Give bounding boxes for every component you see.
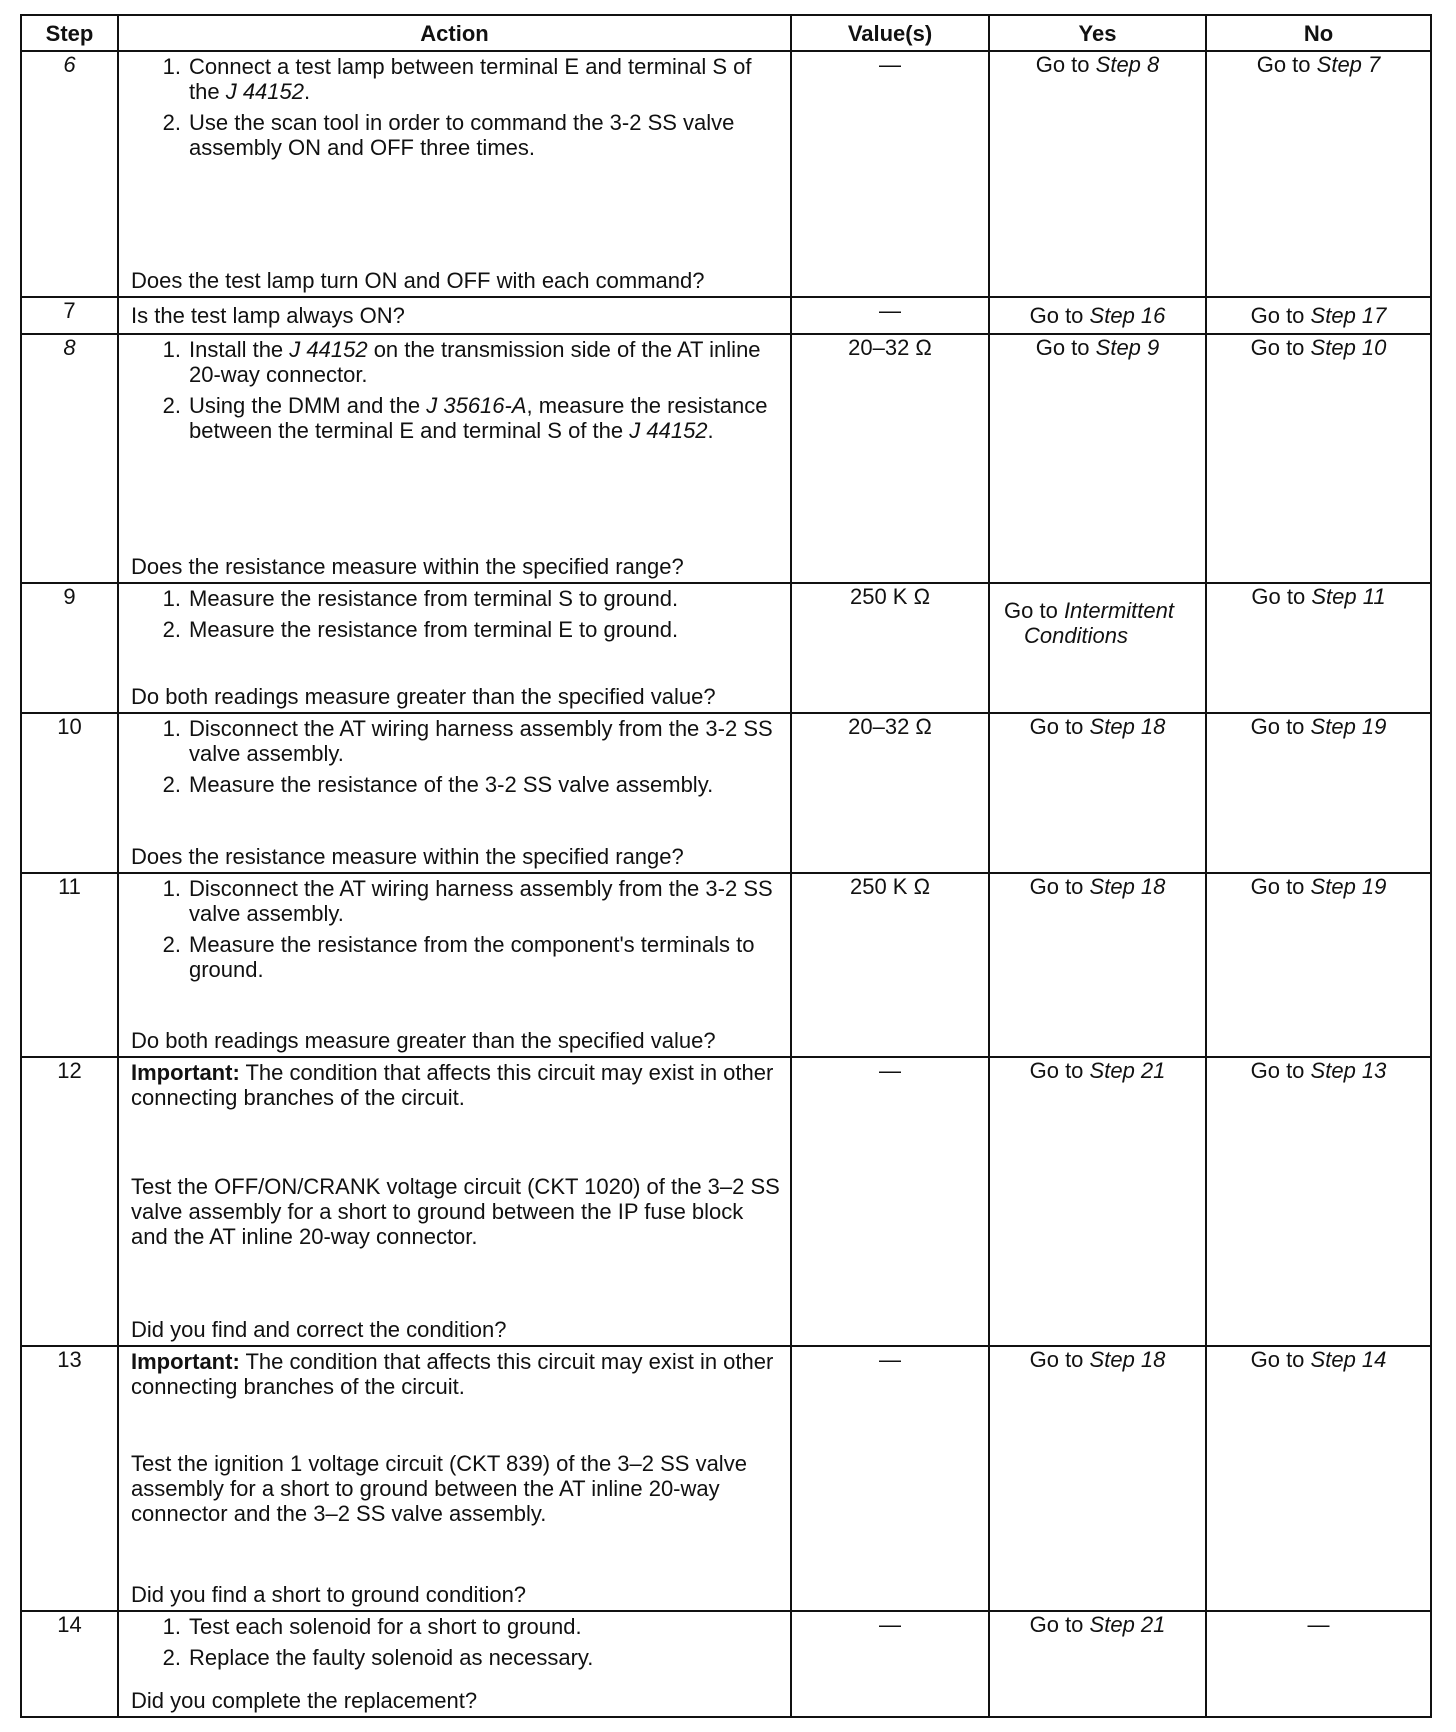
question: Did you find a short to ground condition? xyxy=(131,1581,527,1607)
value-cell: — xyxy=(791,1346,989,1611)
step-number: 10 xyxy=(21,713,118,873)
yes-cell xyxy=(989,1611,1206,1717)
goto-step-21-link[interactable]: Go to Step 21 xyxy=(1029,1611,1166,1637)
step-number: 7 xyxy=(21,297,118,334)
yes-cell xyxy=(989,297,1206,334)
table-row-step-9 xyxy=(21,583,1431,713)
no-cell xyxy=(1206,583,1431,713)
table-row-step-11 xyxy=(21,873,1431,1057)
table-row-step-8 xyxy=(21,334,1431,582)
goto-intermittent-conditions-link[interactable]: Go to Intermittent Conditions xyxy=(1004,597,1174,648)
value-cell: 20–32 Ω xyxy=(791,334,989,582)
goto-step-18-link[interactable]: Go to Step 18 xyxy=(1029,873,1166,899)
value-cell: 250 K Ω xyxy=(791,583,989,713)
no-cell xyxy=(1206,334,1431,582)
action-cell xyxy=(118,1346,791,1611)
no-cell xyxy=(1206,1346,1431,1611)
header-yes: Yes xyxy=(989,15,1206,51)
goto-step-14-link[interactable]: Go to Step 14 xyxy=(1250,1346,1387,1372)
question: Do both readings measure greater than the specified value? xyxy=(131,683,716,709)
tool-ref: J 44152 xyxy=(289,337,368,363)
yes-cell xyxy=(989,1057,1206,1345)
action-item: 1. Measure the resistance from terminal S to ground. xyxy=(162,585,679,611)
goto-step-21-link[interactable]: Go to Step 21 xyxy=(1029,1058,1166,1084)
step-number: 13 xyxy=(21,1346,118,1611)
value-cell: 20–32 Ω xyxy=(791,713,989,873)
tool-ref: J 44152 xyxy=(225,79,304,104)
goto-step-11-link[interactable]: Go to Step 11 xyxy=(1251,583,1386,609)
action-item: 2. Use the scan tool in order to command the 3-2 SS valve assembly ON and OFF three times. xyxy=(162,110,735,160)
goto-step-10-link[interactable]: Go to Step 10 xyxy=(1250,335,1387,361)
action-item: 2. Replace the faulty solenoid as necessary. xyxy=(162,1644,594,1670)
goto-step-19-link[interactable]: Go to Step 19 xyxy=(1250,873,1387,899)
action-item: 1. Disconnect the AT wiring harness assembly from the 3-2 SS valve assembly. xyxy=(162,875,773,926)
header-action: Action xyxy=(118,15,791,51)
step-number: 6 xyxy=(21,51,118,297)
test-instruction: Test the OFF/ON/CRANK voltage circuit (CKT 1020) of the 3–2 SS valve assembly for a short to ground between the IP fuse block and the AT inline 20-way connector. xyxy=(131,1173,780,1249)
table-row-step-12 xyxy=(21,1057,1431,1345)
question: Do both readings measure greater than the specified value? xyxy=(131,1028,716,1054)
action-cell xyxy=(118,334,791,582)
action-cell xyxy=(118,713,791,873)
action-item: 2. Using the DMM and the J 35616-A, measure the resistance between the terminal E and terminal S of the J 44152. xyxy=(162,393,768,444)
no-cell xyxy=(1206,873,1431,1057)
goto-step-18-link[interactable]: Go to Step 18 xyxy=(1029,713,1166,739)
table-row-step-6 xyxy=(21,51,1431,297)
step-number: 8 xyxy=(21,334,118,582)
action-item: 1. Install the J 44152 on the transmission side of the AT inline 20-way connector. xyxy=(162,337,761,388)
goto-step-13-link[interactable]: Go to Step 13 xyxy=(1250,1058,1387,1084)
value-cell: — xyxy=(791,1057,989,1345)
diagnostic-table xyxy=(20,14,1432,1718)
step-number: 12 xyxy=(21,1057,118,1345)
header-values: Value(s) xyxy=(791,15,989,51)
no-cell xyxy=(1206,713,1431,873)
value-cell: 250 K Ω xyxy=(791,873,989,1057)
no-cell xyxy=(1206,297,1431,334)
question: Does the test lamp turn ON and OFF with each command? xyxy=(131,268,705,294)
value-cell: — xyxy=(791,51,989,297)
action-cell xyxy=(118,583,791,713)
yes-cell xyxy=(989,583,1206,713)
goto-step-7-link[interactable]: Go to Step 7 xyxy=(1256,52,1381,77)
step-number: 14 xyxy=(21,1611,118,1717)
goto-step-9-link[interactable]: Go to Step 9 xyxy=(1035,335,1160,361)
header-no: No xyxy=(1206,15,1431,51)
no-cell xyxy=(1206,51,1431,297)
question: Is the test lamp always ON? xyxy=(131,303,405,329)
action-cell xyxy=(118,1057,791,1345)
question: Does the resistance measure within the specified range? xyxy=(131,553,684,579)
table-row-step-13 xyxy=(21,1346,1431,1611)
action-item: 2. Measure the resistance of the 3-2 SS valve assembly. xyxy=(162,771,714,797)
header-row xyxy=(21,15,1431,51)
goto-step-8-link[interactable]: Go to Step 8 xyxy=(1035,52,1160,77)
value-cell: — xyxy=(791,1611,989,1717)
question: Did you complete the replacement? xyxy=(131,1688,478,1713)
no-cell xyxy=(1206,1057,1431,1345)
action-item: 2. Measure the resistance from terminal E to ground. xyxy=(162,616,679,642)
yes-cell xyxy=(989,713,1206,873)
action-cell xyxy=(118,51,791,297)
table-row-step-14 xyxy=(21,1611,1431,1717)
value-cell: — xyxy=(791,297,989,334)
table-row-step-7 xyxy=(21,297,1431,334)
action-item: 1. Disconnect the AT wiring harness assembly from the 3-2 SS valve assembly. xyxy=(162,715,773,766)
tool-ref: J 44152 xyxy=(629,418,708,444)
step-number: 9 xyxy=(21,583,118,713)
header-step: Step xyxy=(21,15,118,51)
goto-step-16-link[interactable]: Go to Step 16 xyxy=(1029,303,1166,329)
table-row-step-10 xyxy=(21,713,1431,873)
action-item: 1. Connect a test lamp between terminal E and terminal S of the J 44152. xyxy=(162,54,752,104)
goto-step-17-link[interactable]: Go to Step 17 xyxy=(1250,303,1387,329)
action-item: 2. Measure the resistance from the component's terminals to ground. xyxy=(162,931,755,982)
yes-cell xyxy=(989,873,1206,1057)
action-item: 1. Test each solenoid for a short to ground. xyxy=(162,1613,582,1639)
step-number: 11 xyxy=(21,873,118,1057)
important-note: Important: The condition that affects this circuit may exist in other connecting branches of the circuit. xyxy=(131,1348,774,1399)
yes-cell xyxy=(989,1346,1206,1611)
no-cell: — xyxy=(1206,1611,1431,1717)
test-instruction: Test the ignition 1 voltage circuit (CKT 839) of the 3–2 SS valve assembly for a short to ground between the AT inline 20-way connector and the 3–2 SS valve assembly. xyxy=(131,1450,747,1526)
action-cell xyxy=(118,297,791,334)
tool-ref: J 35616-A xyxy=(426,393,527,419)
question: Did you find and correct the condition? xyxy=(131,1316,507,1342)
important-note: Important: The condition that affects this circuit may exist in other connecting branches of the circuit. xyxy=(131,1060,774,1111)
yes-cell xyxy=(989,51,1206,297)
action-cell xyxy=(118,873,791,1057)
action-cell xyxy=(118,1611,791,1717)
question: Does the resistance measure within the specified range? xyxy=(131,843,684,869)
goto-step-18-link[interactable]: Go to Step 18 xyxy=(1029,1346,1166,1372)
yes-cell xyxy=(989,334,1206,582)
goto-step-19-link[interactable]: Go to Step 19 xyxy=(1250,713,1387,739)
